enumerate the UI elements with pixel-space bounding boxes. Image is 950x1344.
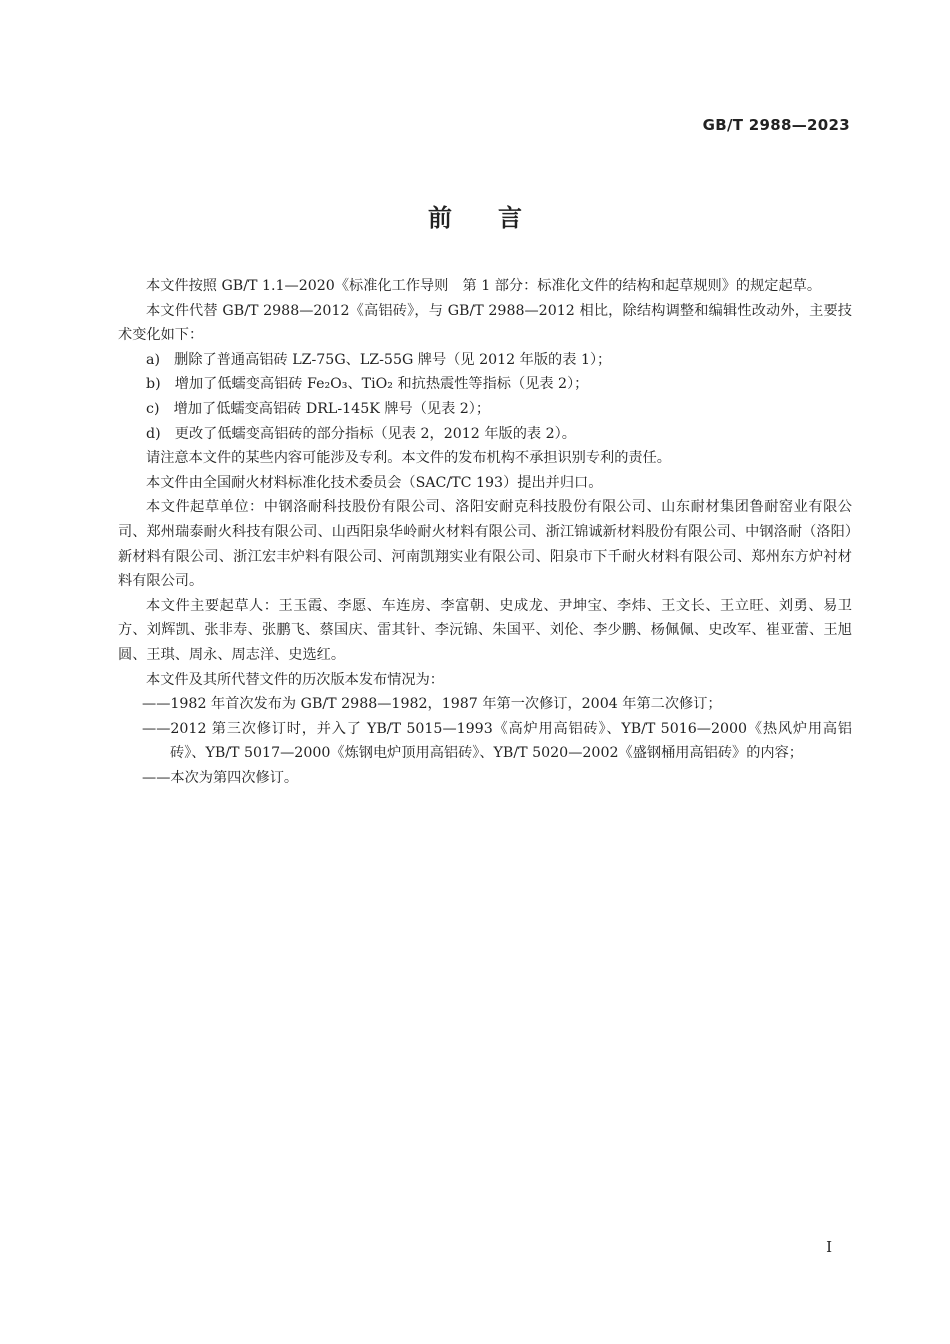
change-item: a) 删除了普通高铝砖 LZ-75G、LZ-55G 牌号（见 2012 年版的表 1）； bbox=[146, 351, 612, 368]
change-item: c) 增加了低蠕变高铝砖 DRL-145K 牌号（见表 2）； bbox=[146, 400, 491, 417]
paragraph-drafting-units: 本文件起草单位：中钢洛耐科技股份有限公司、洛阳安耐克科技股份有限公司、山东耐材集团鲁耐窑业有限公司、郑州瑞泰耐火科技有限公司、山西阳泉华岭耐火材料有限公司、浙江锦诚新材料股份有限公司、中钢洛耐（洛阳）新材料有限公司、浙江宏丰炉料有限公司、河南凯翔实业有限公司、阳泉市下千耐火材料有限公司、郑州东方炉衬材料有限公司。 bbox=[118, 499, 852, 590]
history-item: ——1982 年首次发布为 GB/T 2988—1982，1987 年第一次修订，2004 年第二次修订； bbox=[142, 696, 722, 713]
history-item: ——2012 第三次修订时，并入了 YB/T 5015—1993《高炉用高铝砖》、YB/T 5016—2000《热风炉用高铝砖》、YB/T 5017—2000《炼钢电炉顶用高铝砖》、YB/T 5020—2002《盛钢桶用高铝砖》的内容； bbox=[142, 720, 852, 762]
paragraph-drafting-rules: 本文件按照 GB/T 1.1—2020《标准化工作导则 第 1 部分：标准化文件的结构和起草规则》的规定起草。 bbox=[146, 278, 822, 294]
paragraph-patent-notice: 请注意本文件的某些内容可能涉及专利。本文件的发布机构不承担识别专利的责任。 bbox=[146, 450, 671, 467]
change-item: b) 增加了低蠕变高铝砖 Fe₂O₃、TiO₂ 和抗热震性等指标（见表 2）； bbox=[146, 376, 589, 393]
history-item: ——本次为第四次修订。 bbox=[142, 769, 299, 786]
page-title: 前言 bbox=[428, 204, 568, 232]
paragraph-drafters: 本文件主要起草人：王玉霞、李愿、车连房、李富朝、史成龙、尹坤宝、李炜、王文长、王立旺、刘勇、易卫方、刘辉凯、张非寿、张鹏飞、蔡国庆、雷其针、李沅锦、朱国平、刘伦、李少鹏、杨佩佩、史改军、崔亚蕾、王旭圆、王琪、周永、周志洋、史选红。 bbox=[118, 597, 852, 663]
paragraph-committee: 本文件由全国耐火材料标准化技术委员会（SAC/TC 193）提出并归口。 bbox=[146, 474, 603, 491]
change-item: d) 更改了低蠕变高铝砖的部分指标（见表 2，2012 年版的表 2）。 bbox=[146, 425, 576, 442]
standard-number: GB/T 2988—2023 bbox=[702, 116, 850, 134]
paragraph-history-intro: 本文件及其所代替文件的历次版本发布情况为： bbox=[146, 671, 444, 688]
page-number: I bbox=[826, 1238, 832, 1256]
paragraph-replacement: 本文件代替 GB/T 2988—2012《高铝砖》，与 GB/T 2988—2012 相比，除结构调整和编辑性改动外，主要技术变化如下： bbox=[118, 302, 852, 344]
document-body bbox=[118, 274, 852, 790]
